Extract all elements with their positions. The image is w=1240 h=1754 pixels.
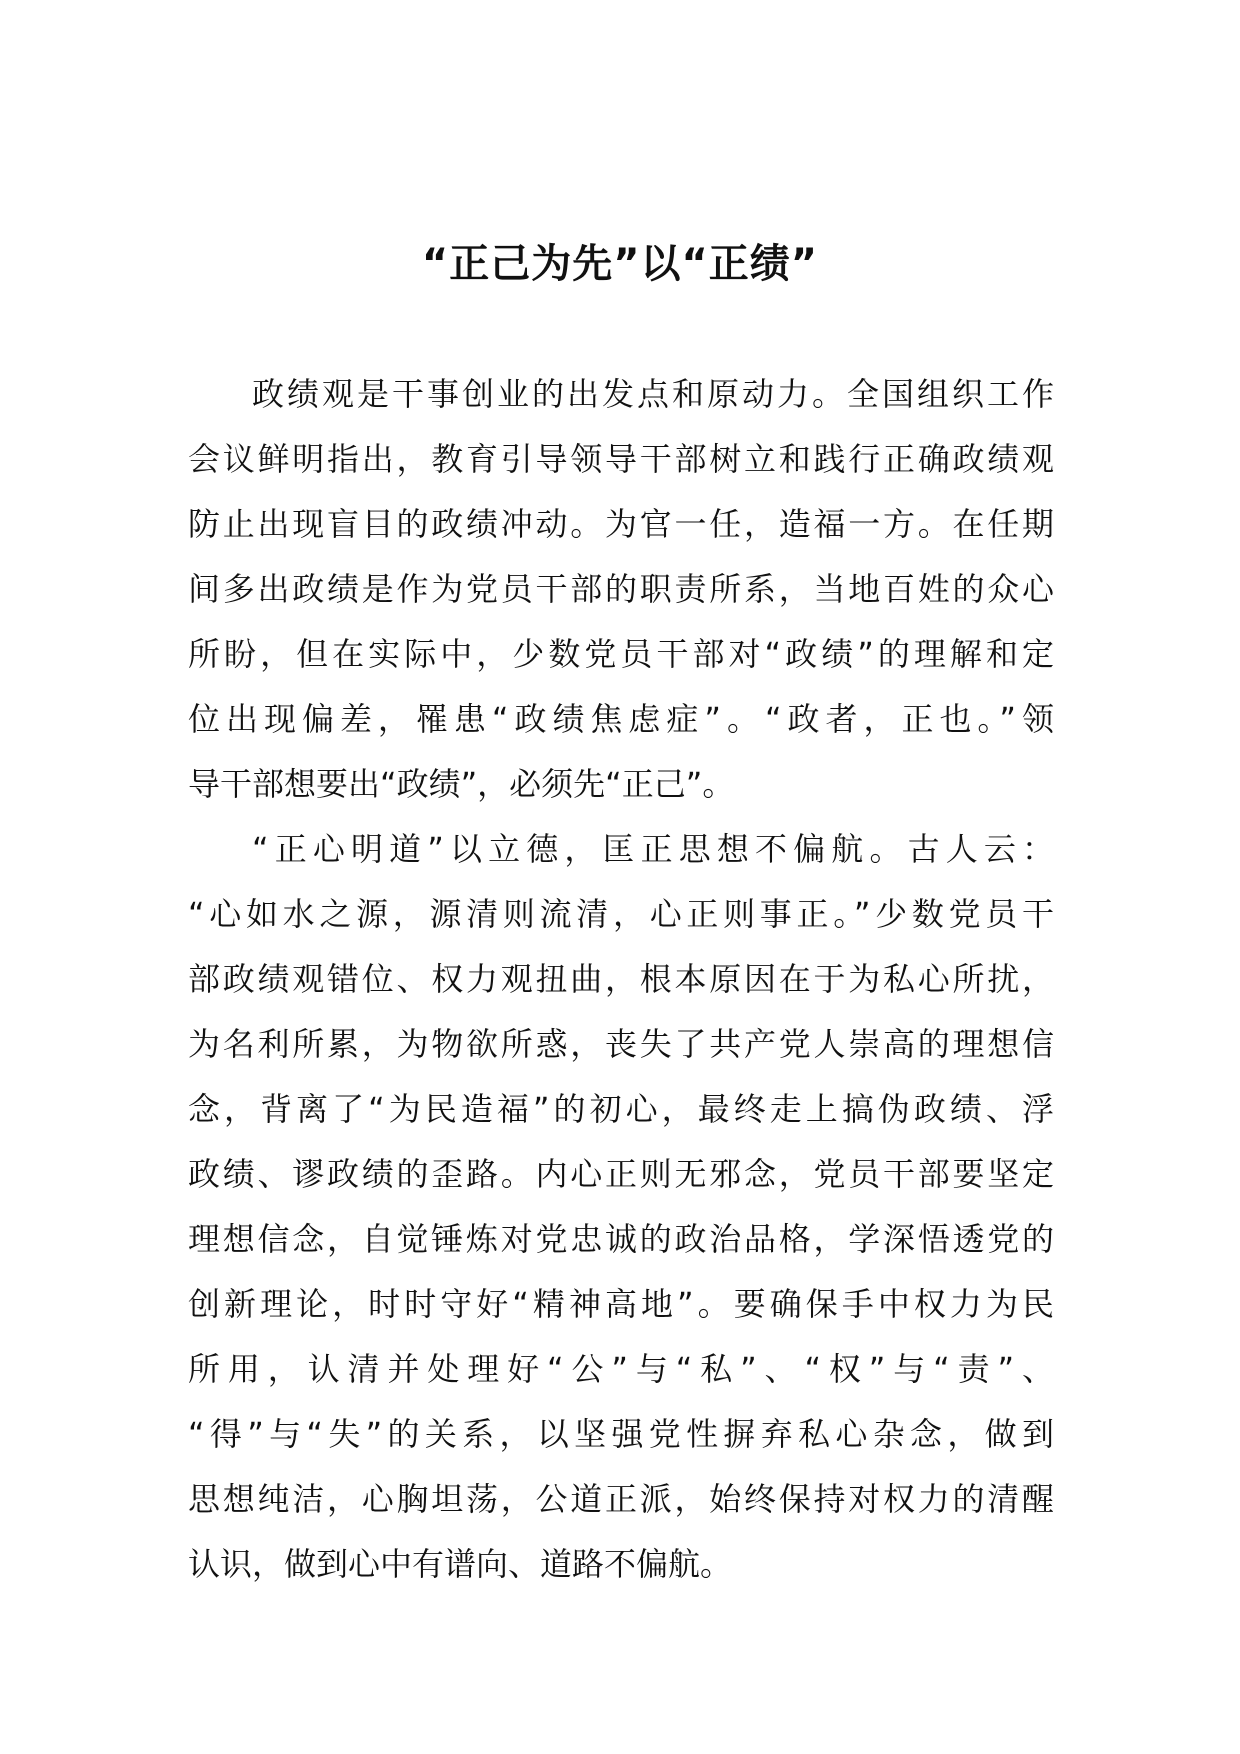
paragraph-1-line-2: 会议鲜明指出，教育引导领导干部树立和践行正确政绩观 xyxy=(188,440,1054,478)
paragraph-2-line-4: 为名利所累，为物欲所惑，丧失了共产党人崇高的理想信 xyxy=(188,1025,1054,1063)
paragraph-2-line-12: 认识，做到心中有谱向、道路不偏航。 xyxy=(188,1545,733,1583)
paragraph-1-line-5: 所盼，但在实际中，少数党员干部对“政绩”的理解和定 xyxy=(188,635,1054,673)
document-body xyxy=(188,362,1054,1597)
paragraph-2-line-7: 理想信念，自觉锤炼对党忠诚的政治品格，学深悟透党的 xyxy=(188,1220,1054,1258)
paragraph-2-line-11: 思想纯洁，心胸坦荡，公道正派，始终保持对权力的清醒 xyxy=(188,1480,1054,1518)
paragraph-2-line-5: 念，背离了“为民造福”的初心，最终走上搞伪政绩、浮 xyxy=(188,1090,1054,1128)
paragraph-1-line-3: 防止出现盲目的政绩冲动。为官一任，造福一方。在任期 xyxy=(188,505,1054,543)
paragraph-2-line-10: “得”与“失”的关系，以坚强党性摒弃私心杂念，做到 xyxy=(188,1415,1054,1453)
paragraph-1-line-6: 位出现偏差，罹患“政绩焦虑症”。“政者，正也。”领 xyxy=(188,700,1054,738)
paragraph-2-line-3: 部政绩观错位、权力观扭曲，根本原因在于为私心所扰， xyxy=(188,960,1054,998)
document-title: “正己为先”以“正绩” xyxy=(421,241,819,287)
paragraph-2-line-1: “正心明道”以立德，匡正思想不偏航。古人云： xyxy=(252,830,1054,868)
paragraph-2-line-8: 创新理论，时时守好“精神高地”。要确保手中权力为民 xyxy=(188,1285,1054,1323)
paragraph-2-line-9: 所用，认清并处理好“公”与“私”、“权”与“责”、 xyxy=(188,1350,1054,1388)
paragraph-1-line-7: 导干部想要出“政绩”，必须先“正己”。 xyxy=(188,765,735,803)
paragraph-2-line-2: “心如水之源，源清则流清，心正则事正。”少数党员干 xyxy=(188,895,1054,933)
paragraph-1-line-4: 间多出政绩是作为党员干部的职责所系，当地百姓的众心 xyxy=(188,570,1054,608)
paragraph-2-line-6: 政绩、谬政绩的歪路。内心正则无邪念，党员干部要坚定 xyxy=(188,1155,1054,1193)
paragraph-1-line-1: 政绩观是干事创业的出发点和原动力。全国组织工作 xyxy=(252,375,1054,413)
